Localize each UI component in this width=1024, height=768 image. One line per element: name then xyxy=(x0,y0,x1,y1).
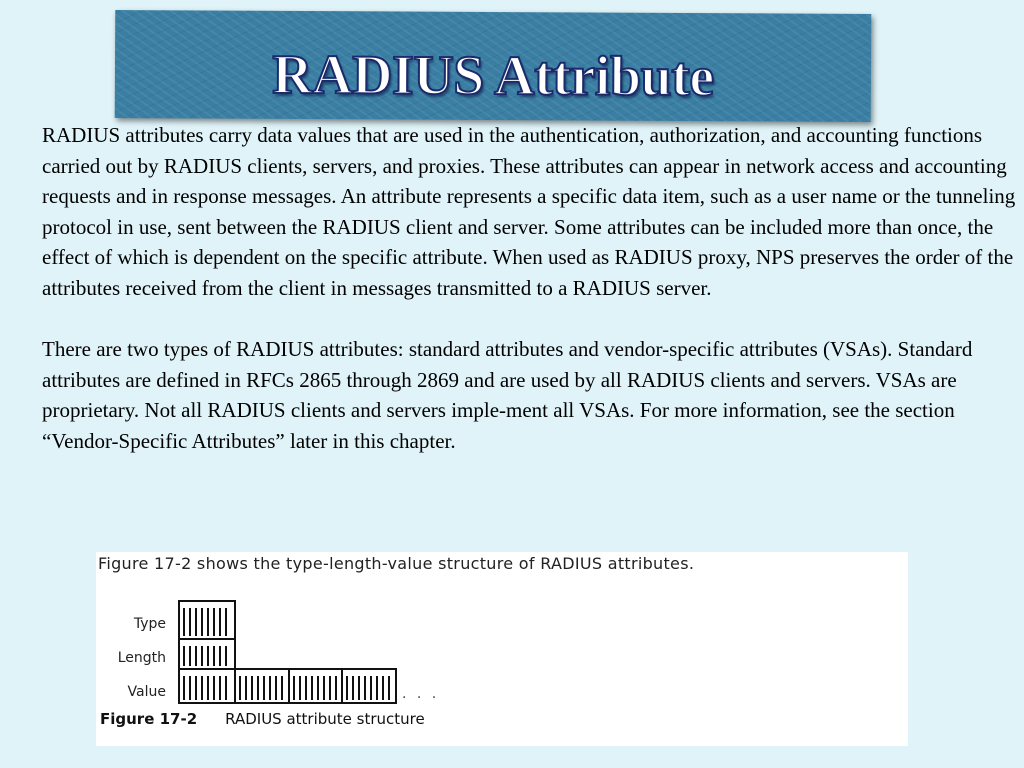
paragraph-2: There are two types of RADIUS attributes: standard attributes and vendor-specific attributes (VSAs). Standard attributes are defined in RFCs 2865 through 2869 and are used by all RADIUS clients and servers. VSAs are proprietary. Not all RADIUS clients and servers imple-ment all VSAs. For more information, see the section “Vendor-Specific Attributes” later in this chapter. xyxy=(42,337,973,453)
attribute-structure-figure xyxy=(96,552,908,746)
type-field xyxy=(178,600,236,640)
figure-caption xyxy=(100,710,425,728)
value-ellipsis: . . . xyxy=(402,686,440,702)
value-octet-2 xyxy=(234,668,290,704)
value-octet-3 xyxy=(288,668,343,704)
value-octet-1 xyxy=(178,668,236,704)
body-text xyxy=(42,120,1020,457)
figure-caption-text: RADIUS attribute structure xyxy=(225,710,425,728)
title-banner xyxy=(115,10,872,122)
figure-number: Figure 17-2 xyxy=(100,710,198,728)
slide-title: RADIUS Attribute xyxy=(272,43,714,109)
paragraph-1: RADIUS attributes carry data values that are used in the authentication, authorization, and accounting functions carried out by RADIUS clients, servers, and proxies. These attributes can appear in network access and accounting requests and in response messages. An attribute represents a specific data item, such as a user name or the tunneling protocol in use, sent between the RADIUS client and server. Some attributes can be included more than once, the effect of which is dependent on the specific attribute. When used as RADIUS proxy, NPS preserves the order of the attributes received from the client in messages transmitted to a RADIUS server. xyxy=(42,123,1016,300)
length-field xyxy=(178,638,236,670)
value-octet-4 xyxy=(341,668,397,704)
value-label: Value xyxy=(127,684,166,700)
length-label: Length xyxy=(117,650,166,666)
type-label: Type xyxy=(133,616,166,632)
figure-intro: Figure 17-2 shows the type-length-value structure of RADIUS attributes. xyxy=(98,554,695,573)
